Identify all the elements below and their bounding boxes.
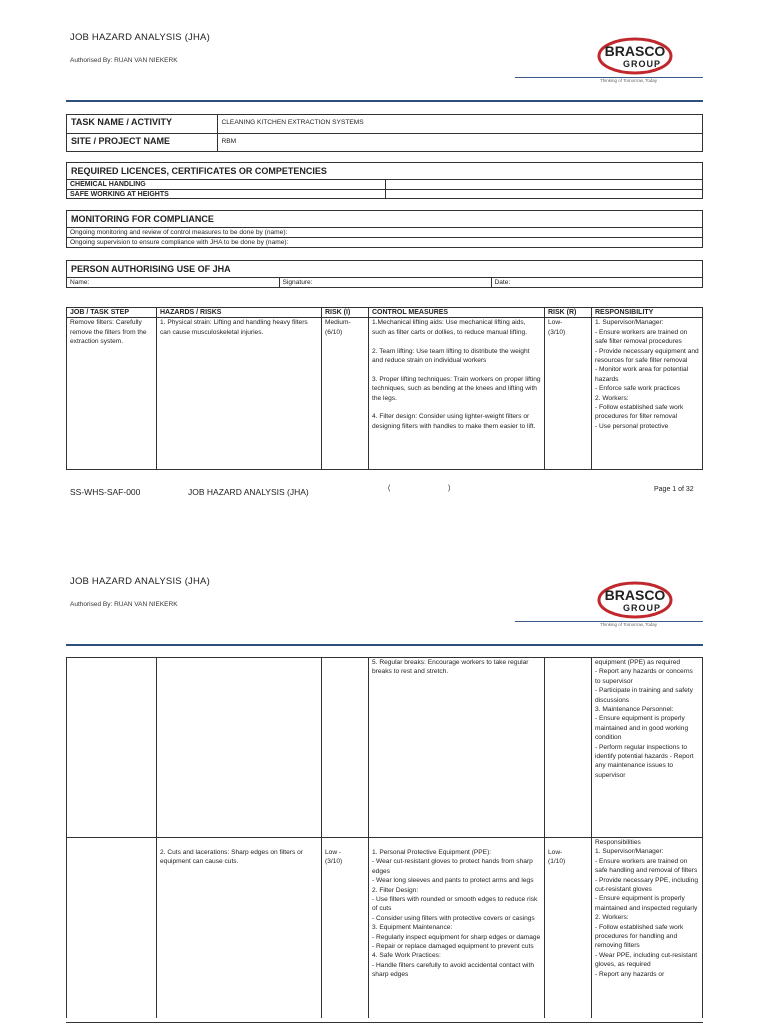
table-row xyxy=(67,318,703,470)
col-header-control: CONTROL MEASURES xyxy=(369,308,545,318)
brasco-logo-icon xyxy=(590,34,694,80)
table-row xyxy=(67,658,703,838)
monitoring-heading: MONITORING FOR COMPLIANCE xyxy=(67,211,702,228)
task-label: TASK NAME / ACTIVITY xyxy=(67,115,217,133)
table-bottom-rule xyxy=(66,1022,703,1023)
cell-hazard: 2. Cuts and lacerations: Sharp edges on filters or equipment can cause cuts. xyxy=(157,838,322,1018)
cell-step xyxy=(67,838,157,1018)
authorised-by: Authorised By: RUAN VAN NIEKERK xyxy=(70,57,178,64)
cell-step: Remove filters: Carefully remove the filters from the extraction system. xyxy=(67,318,157,470)
site-label: SITE / PROJECT NAME xyxy=(67,133,217,151)
col-header-responsibility: RESPONSIBILITY xyxy=(592,308,703,318)
footer-page-number: Page 1 of 32 xyxy=(654,486,694,493)
header-rule xyxy=(515,621,703,622)
col-header-hazards: HAZARDS / RISKS xyxy=(157,308,322,318)
licence-item: SAFE WORKING AT HEIGHTS xyxy=(67,190,385,200)
licence-item-value xyxy=(385,190,702,200)
cell-risk-i xyxy=(322,658,369,838)
logo-text-bottom: GROUP xyxy=(622,603,662,613)
page-title: JOB HAZARD ANALYSIS (JHA) xyxy=(70,576,210,587)
licences-box xyxy=(66,162,703,199)
brasco-logo-icon xyxy=(590,578,694,624)
cell-hazard: 1. Physical strain: Lifting and handling heavy filters can cause musculoskeletal injuries. xyxy=(157,318,322,470)
footer-paren-close: ) xyxy=(448,485,451,492)
col-header-risk-i: RISK (I) xyxy=(322,308,369,318)
monitoring-row: Ongoing monitoring and review of control measures to be done by (name): xyxy=(67,228,702,238)
authorising-box xyxy=(66,260,703,288)
task-value: CLEANING KITCHEN EXTRACTION SYSTEMS xyxy=(217,115,702,133)
cell-control: 5. Regular breaks: Encourage workers to take regular breaks to rest and stretch. xyxy=(369,658,545,838)
header-rule xyxy=(515,77,703,78)
authorising-heading: PERSON AUTHORISING USE OF JHA xyxy=(67,261,702,278)
licence-item: CHEMICAL HANDLING xyxy=(67,180,385,190)
cell-responsibility: Responsibilities 1. Supervisor/Manager: - Ensure workers are trained on safe handling and removal of filters - Provide necessary PPE, including cut-resistant gloves - Ensure equipment is properly maintained and inspected regularly 2. Workers: - Follow established safe work procedures for handling and removing filters - Wear PPE, including cut-resistant gloves, as required - Report any hazards or xyxy=(592,838,703,1018)
cell-hazard xyxy=(157,658,322,838)
cell-control: 1. Personal Protective Equipment (PPE): - Wear cut-resistant gloves to protect hands from sharp edges - Wear long sleeves and pants to protect arms and legs 2. Filter Design: - Use filters with rounded or smooth edges to reduce risk of cuts - Consider using filters with protective covers or casings 3. Equipment Maintenance: - Regularly inspect equipment for sharp edges or damage - Repair or replace damaged equipment to prevent cuts 4. Safe Work Practices: - Handle filters carefully to avoid accidental contact with sharp edges xyxy=(369,838,545,1018)
logo-text-top: BRASCO xyxy=(604,43,666,59)
authorised-by: Authorised By: RUAN VAN NIEKERK xyxy=(70,601,178,608)
site-value: RBM xyxy=(217,133,702,151)
cell-risk-i: Low - (3/10) xyxy=(322,838,369,1018)
supervision-row: Ongoing supervision to ensure compliance with JHA to be done by (name): xyxy=(70,239,289,246)
footer-paren-open: ( xyxy=(388,485,391,492)
cell-control: 1.Mechanical lifting aids: Use mechanical lifting aids, such as filter carts or dollies, to reduce manual lifting. 2. Team lifting: Use team lifting to distribute the weight and reduce strain on individual workers 3. Proper lifting techniques: Train workers on proper lifting techniques, such as bending at the knees and lifting with the legs. 4. Filter design: Consider using lighter-weight filters or designing filters with handles to make them easier to lift. xyxy=(369,318,545,470)
col-header-risk-r: RISK (R) xyxy=(545,308,592,318)
header-divider xyxy=(66,100,703,102)
col-header-step: JOB / TASK STEP xyxy=(67,308,157,318)
licence-item-value xyxy=(385,180,702,190)
hazard-table-page2 xyxy=(66,657,703,1018)
header-divider xyxy=(66,644,703,646)
table-header-row xyxy=(67,308,703,318)
hazard-table-page1 xyxy=(66,307,703,470)
cell-risk-r xyxy=(545,658,592,838)
task-box xyxy=(66,114,703,152)
auth-name-field: Name: xyxy=(67,278,279,287)
licences-heading: REQUIRED LICENCES, CERTIFICATES OR COMPETENCIES xyxy=(67,163,702,180)
cell-risk-i: Medium- (6/10) xyxy=(322,318,369,470)
cell-step xyxy=(67,658,157,838)
footer-code: SS-WHS-SAF-000 xyxy=(70,487,141,497)
logo-tagline: Thinking of Tomorrow, Today xyxy=(600,622,658,627)
footer-title: JOB HAZARD ANALYSIS (JHA) xyxy=(188,487,309,497)
cell-risk-r: Low- (1/10) xyxy=(545,838,592,1018)
table-row xyxy=(67,838,703,1018)
auth-date-field: Date: xyxy=(491,278,702,287)
logo-tagline: Thinking of Tomorrow, Today xyxy=(600,78,658,83)
logo-text-top: BRASCO xyxy=(604,587,666,603)
monitoring-box xyxy=(66,210,703,248)
page-title: JOB HAZARD ANALYSIS (JHA) xyxy=(70,32,210,43)
cell-responsibility: 1. Supervisor/Manager: - Ensure workers are trained on safe filter removal procedures - Provide necessary equipment and resources for safe filter removal - Monitor work area for potential hazards - Enforce safe work practices 2. Workers: - Follow established safe work procedures for filter removal - Use personal protective xyxy=(592,318,703,470)
cell-risk-r: Low- (3/10) xyxy=(545,318,592,470)
logo-text-bottom: GROUP xyxy=(622,59,662,69)
cell-responsibility: equipment (PPE) as required - Report any hazards or concerns to supervisor - Participate in training and safety discussions 3. Maintenance Personnel: - Ensure equipment is properly maintained and in good working condition - Perform regular inspections to identify potential hazards - Report any maintenance issues to supervisor xyxy=(592,658,703,838)
auth-signature-field: Signature: xyxy=(279,278,491,287)
